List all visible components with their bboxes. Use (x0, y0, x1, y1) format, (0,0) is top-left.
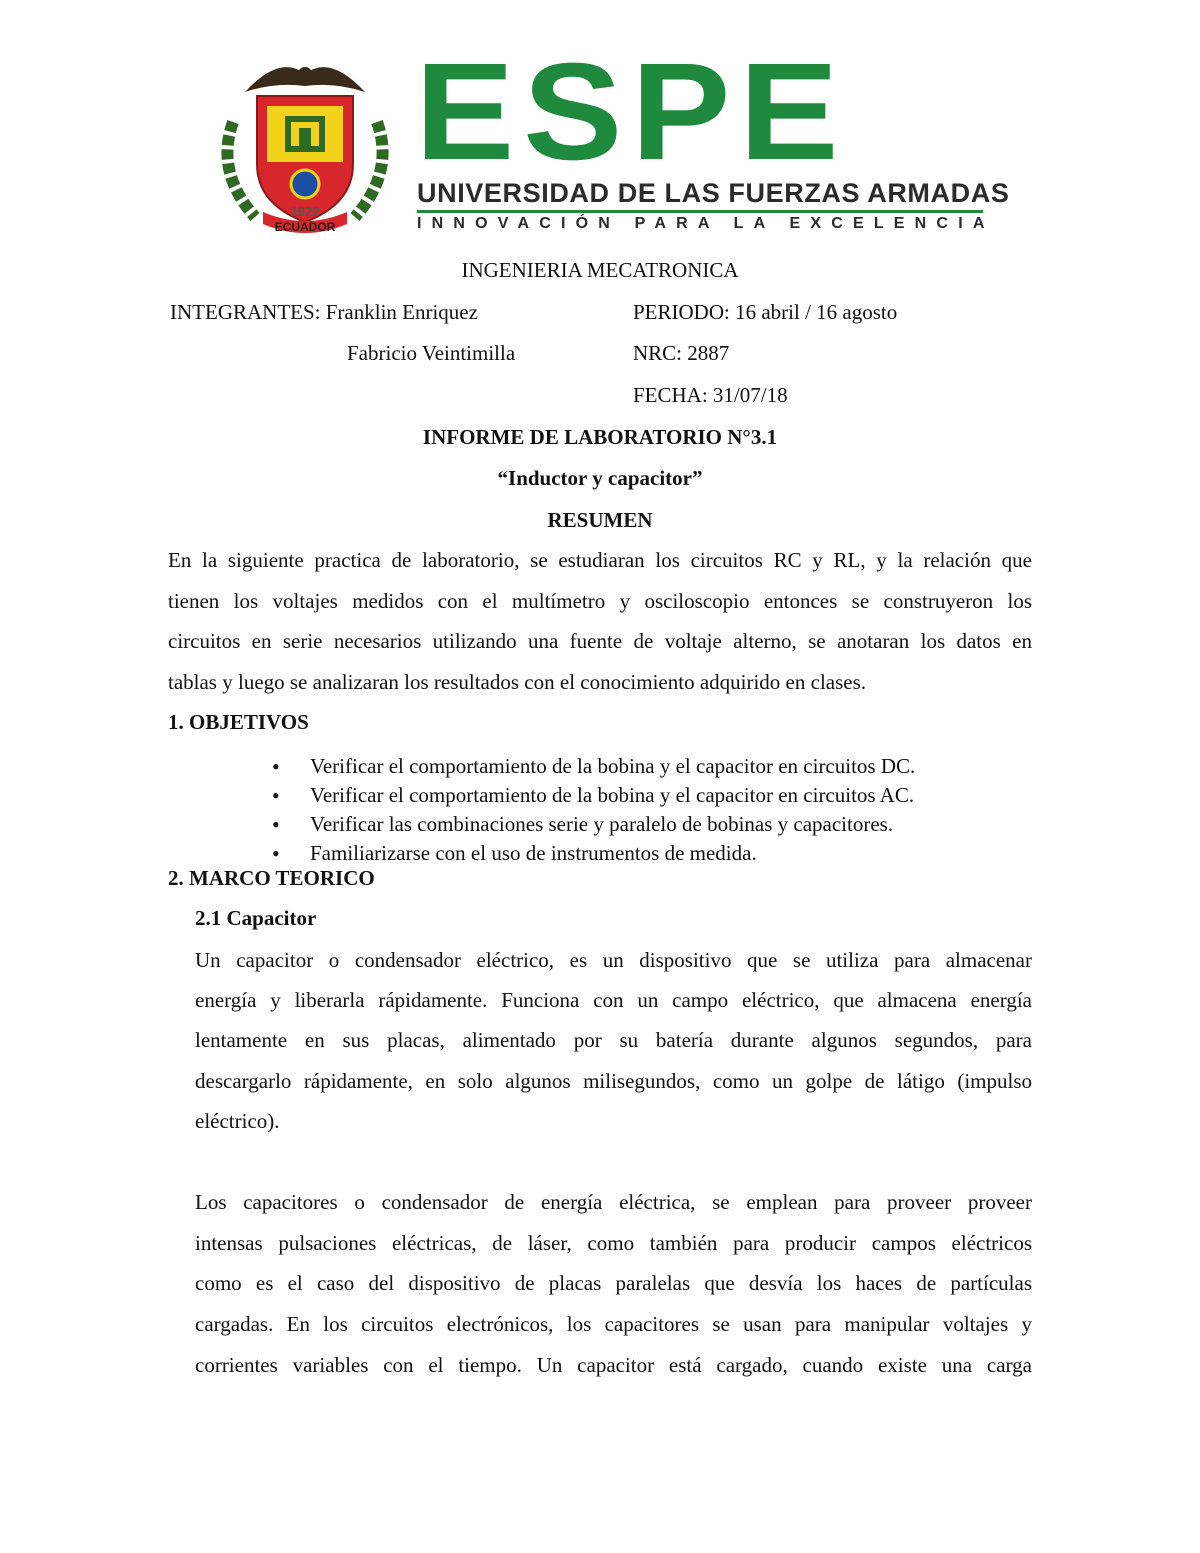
university-seal (205, 52, 405, 242)
career-title: INGENIERIA MECATRONICA (461, 258, 739, 282)
para1-line: energía y liberarla rápidamente. Funciona con un campo eléctrico, que almacena energía (195, 988, 1032, 1012)
report-title: INFORME DE LABORATORIO N°3.1 (422, 425, 778, 449)
resumen-heading: RESUMEN (547, 508, 653, 532)
resumen-line: En la siguiente practica de laboratorio, se estudiaran los circuitos RC y RL, y la relación que (168, 548, 1032, 572)
logo-university-name: UNIVERSIDAD DE LAS FUERZAS ARMADAS (417, 178, 1010, 208)
list-item: • Familiarizarse con el uso de instrumentos de medida. (272, 839, 915, 868)
report-subtitle: “Inductor y capacitor” (497, 466, 703, 490)
para1-line: eléctrico). (195, 1109, 280, 1133)
para2-line: intensas pulsaciones eléctricas, de láser, como también para producir campos eléctricos (195, 1231, 1032, 1255)
resumen-line: circuitos en serie necesarios utilizando una fuente de voltaje alterno, se anotaran los datos en (168, 629, 1032, 653)
para2-line: como es el caso del dispositivo de placas paralelas que desvía los haces de partículas (195, 1271, 1032, 1295)
seal-country: ECUADOR (274, 220, 336, 234)
resumen-line: tienen los voltajes medidos con el multímetro y osciloscopio entonces se construyeron los (168, 589, 1032, 613)
para1-line: lentamente en sus placas, alimentado por su batería durante algunos segundos, para (195, 1028, 1032, 1052)
capacitor-heading: 2.1 Capacitor (195, 906, 317, 930)
logo-motto: INNOVACIÓN PARA LA EXCELENCIA (417, 215, 995, 232)
seal-year: 1922 (290, 204, 320, 219)
nrc: NRC: 2887 (633, 341, 730, 365)
objetivos-heading: 1. OBJETIVOS (168, 710, 309, 734)
para2-line: cargadas. En los circuitos electrónicos, los capacitores se usan para manipular voltajes y (195, 1312, 1032, 1336)
list-item: • Verificar las combinaciones serie y paralelo de bobinas y capacitores. (272, 810, 915, 839)
list-item: • Verificar el comportamiento de la bobina y el capacitor en circuitos DC. (272, 752, 915, 781)
para1-line: Un capacitor o condensador eléctrico, es un dispositivo que se utiliza para almacenar (195, 948, 1032, 972)
para2-line: Los capacitores o condensador de energía eléctrica, se emplean para proveer proveer (195, 1190, 1032, 1214)
integrante-2: Fabricio Veintimilla (347, 341, 516, 365)
list-item: • Verificar el comportamiento de la bobina y el capacitor en circuitos AC. (272, 781, 915, 810)
marco-heading: 2. MARCO TEORICO (168, 866, 375, 890)
para2-line: corrientes variables con el tiempo. Un capacitor está cargado, cuando existe una carga (195, 1353, 1032, 1377)
objetivos-list (272, 752, 915, 868)
periodo: PERIODO: 16 abril / 16 agosto (633, 300, 898, 324)
integrantes-label: INTEGRANTES: Franklin Enriquez (170, 300, 478, 324)
fecha: FECHA: 31/07/18 (633, 383, 788, 407)
para1-line: descargarlo rápidamente, en solo algunos milisegundos, como un golpe de látigo (impulso (195, 1069, 1032, 1093)
logo-brand: ESPE (415, 35, 848, 189)
resumen-line: tablas y luego se analizaran los resultados con el conocimiento adquirido en clases. (168, 670, 867, 694)
university-logo (415, 35, 1010, 236)
